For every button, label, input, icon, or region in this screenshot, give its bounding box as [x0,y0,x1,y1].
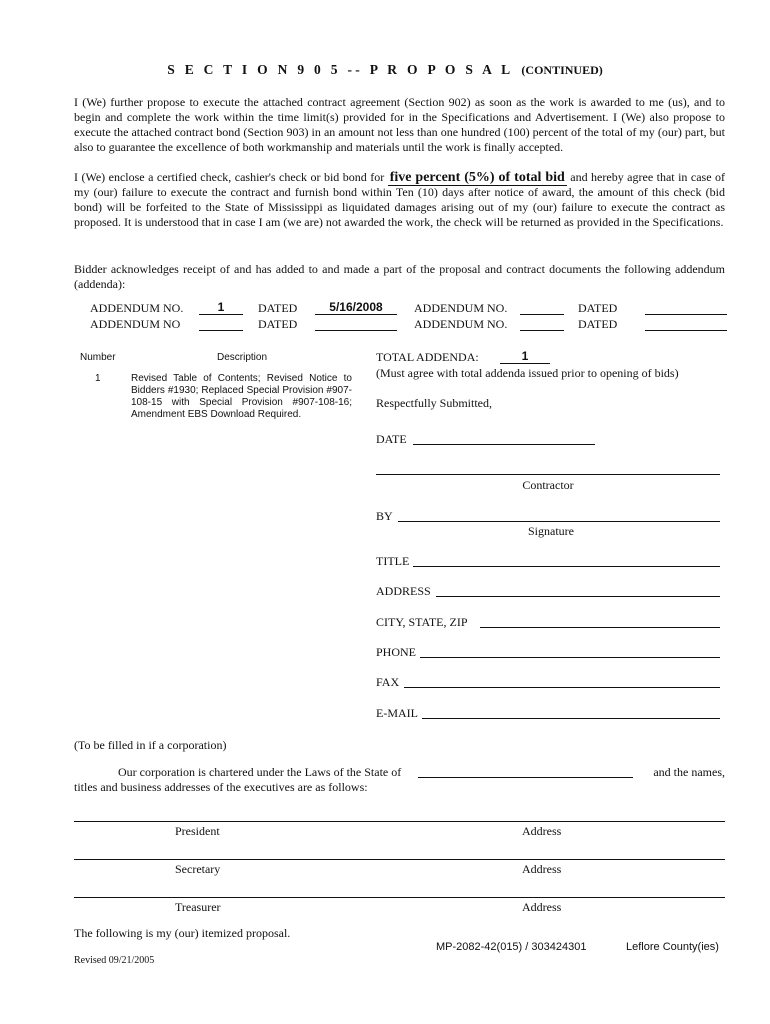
date-label: DATE [376,432,407,446]
county-label: Leflore County(ies) [626,941,719,953]
respectfully-submitted: Respectfully Submitted, [376,396,492,410]
state-of-charter-field[interactable] [418,777,633,778]
bid-bond-text-after: and hereby agree that in case of my (our) failure to execute the contract and furnish bond within Ten (10) days after notice of award, the amount of this check (bid bond) will be forfeited to the State of Mississippi as liquidated damages arising out of my (our) failure to execute the contract as proposed. It is understood that in case I am (we are) not awarded the work, the check will be returned as provided in the Specifications. [74,170,725,229]
secretary-address-label: Address [522,862,562,876]
chartered-text: Our corporation is chartered under the Laws of the State of [118,765,402,779]
bid-bond-amount[interactable] [388,170,567,186]
president-label: President [175,824,220,838]
table-row-description: Revised Table of Contents; Revised Notice to Bidders #1930; Replaced Special Provision #907-108-15 with Special Provision #907-108-16; Amendment EBS Download Required. [131,373,352,420]
chartered-text-after: and the names, [653,765,725,779]
table-row-number: 1 [95,373,101,384]
itemized-proposal-text: The following is my (our) itemized proposal. [74,926,291,940]
addendum-no-label-4: ADDENDUM NO. [414,317,508,331]
signature-label: Signature [528,524,574,538]
table-header-description: Description [217,352,268,363]
total-addenda-label: TOTAL ADDENDA: [376,350,479,364]
signature-field[interactable] [398,521,720,522]
section-subtitle: (CONTINUED) [521,63,603,77]
section-title: S E C T I O N 9 0 5 -- P R O P O S A L [167,62,514,77]
addendum-no-field-3[interactable] [199,330,243,331]
addenda-paragraph: Bidder acknowledges receipt of and has added to and made a part of the proposal and contract documents the following addendum (addenda): [74,262,725,291]
project-code: MP-2082-42(015) / 303424301 [436,941,587,953]
corporation-note: (To be filled in if a corporation) [74,738,227,752]
bid-bond-paragraph [74,170,725,230]
contractor-field[interactable] [376,474,720,475]
title-field[interactable] [413,566,720,567]
addendum-date-field-3[interactable] [315,330,397,331]
city-state-zip-field[interactable] [480,627,720,628]
chartered-text-line2: titles and business addresses of the executives are as follows: [74,780,368,794]
dated-label-3: DATED [258,317,298,331]
addendum-no-label-3: ADDENDUM NO [90,317,181,331]
secretary-label: Secretary [175,862,221,876]
dated-label-4: DATED [578,317,618,331]
table-header-number: Number [80,352,116,363]
city-state-zip-label: CITY, STATE, ZIP [376,615,468,629]
by-label: BY [376,509,393,523]
addendum-no-field-2[interactable] [520,314,564,315]
date-field[interactable] [413,444,595,445]
dated-label-2: DATED [578,301,618,315]
secretary-field[interactable] [74,859,725,860]
addendum-no-label-1: ADDENDUM NO. [90,301,184,315]
addendum-date-field-2[interactable] [645,314,727,315]
bid-bond-amount-text: five percent (5%) of total bid [389,170,565,185]
addendum-date-field-1[interactable]: 5/16/2008 [315,300,397,315]
contractor-label: Contractor [522,478,574,492]
addendum-date-field-4[interactable] [645,330,727,331]
phone-label: PHONE [376,645,417,659]
addendum-no-field-4[interactable] [520,330,564,331]
addendum-no-label-2: ADDENDUM NO. [414,301,508,315]
fax-label: FAX [376,675,400,689]
treasurer-field[interactable] [74,897,725,898]
president-address-label: Address [522,824,562,838]
phone-field[interactable] [420,657,720,658]
total-addenda-field[interactable]: 1 [500,349,550,364]
president-field[interactable] [74,821,725,822]
address-field[interactable] [436,596,720,597]
address-label: ADDRESS [376,584,431,598]
proposal-paragraph: I (We) further propose to execute the attached contract agreement (Section 902) as soon as the work is awarded to me (us), and to begin and complete the work within the time limit(s) provided for in the Specifications and Advertisement. I (We) also propose to execute the attached contract bond (Section 903) in an amount not less than one hundred (100) percent of the total of my (our) part, but also to guarantee the excellence of both workmanship and materials until the work is finally accepted. [74,95,725,154]
bid-bond-text-before: I (We) enclose a certified check, cashier's check or bid bond for [74,170,385,184]
email-label: E-MAIL [376,706,418,720]
addendum-no-field-1[interactable]: 1 [199,300,243,315]
dated-label-1: DATED [258,301,298,315]
title-label: TITLE [376,554,410,568]
treasurer-label: Treasurer [175,900,221,914]
revised-date: Revised 09/21/2005 [74,955,155,966]
page-title [0,62,770,78]
fax-field[interactable] [404,687,720,688]
total-addenda-note: (Must agree with total addenda issued prior to opening of bids) [376,366,679,380]
email-field[interactable] [422,718,720,719]
treasurer-address-label: Address [522,900,562,914]
